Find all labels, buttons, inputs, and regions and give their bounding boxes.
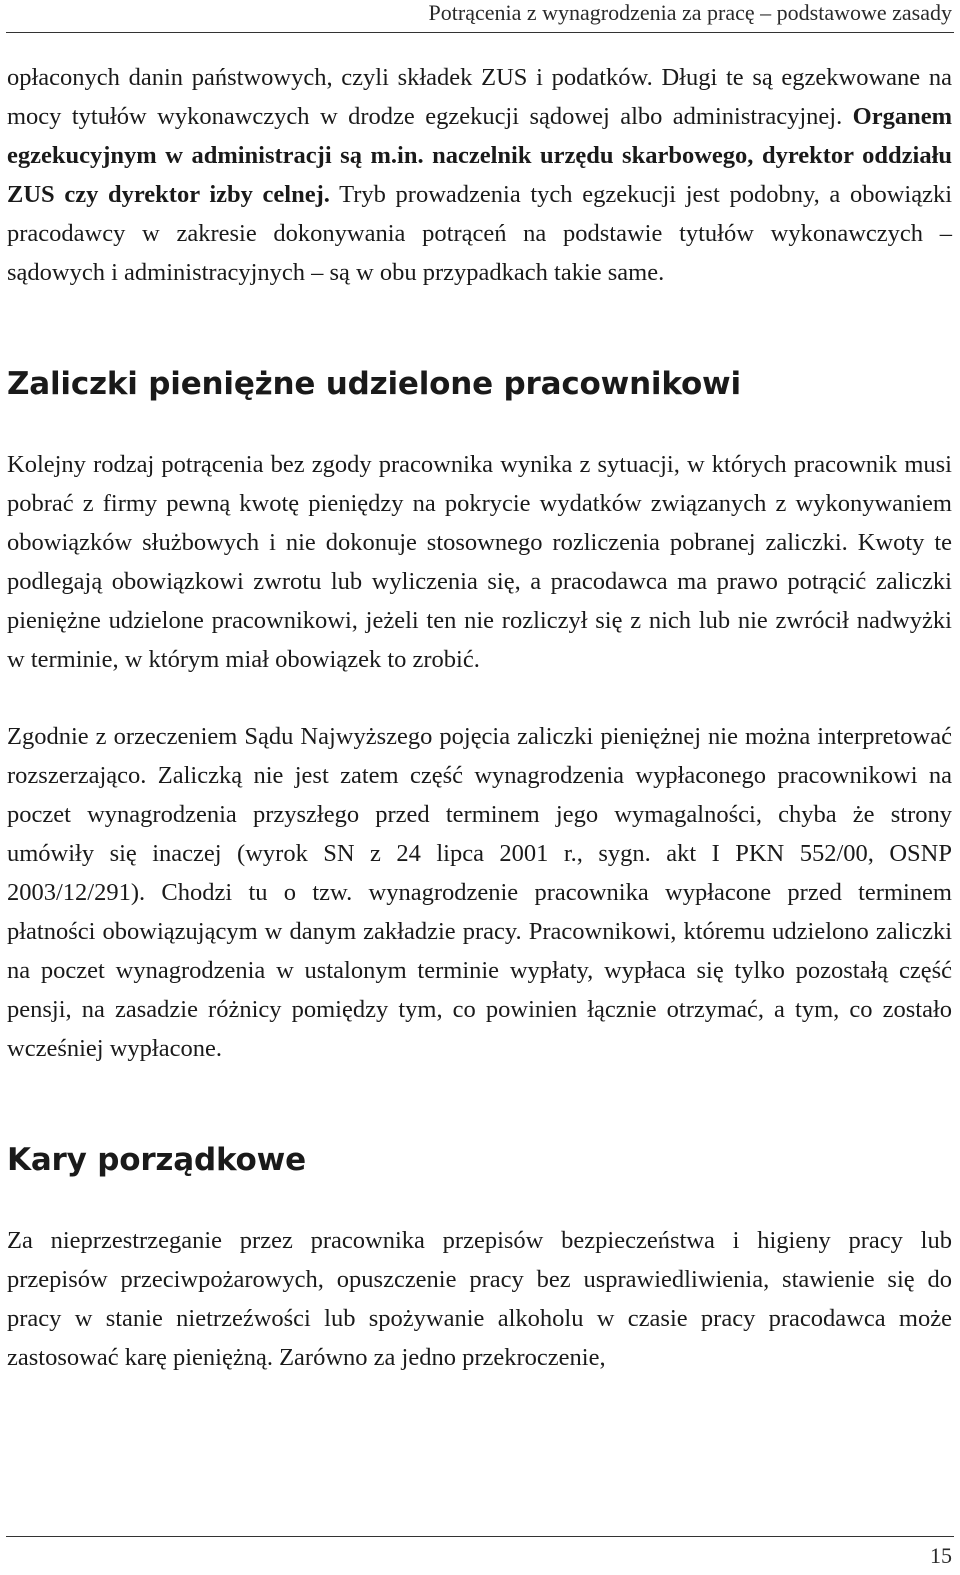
section-heading-advances: Zaliczki pieniężne udzielone pracownikowi [7,366,741,402]
paragraph-penalties: Za nieprzestrzeganie przez pracownika przepisów bezpieczeństwa i higieny pracy lub przepisów przeciwpożarowych, opuszczenie pracy bez usprawiedliwienia, stawienie się do pracy w stanie nietrzeźwości lub spożywanie alkoholu w czasie pracy pracodawca może zastosować karę pieniężną. Zarówno za jedno przekroczenie, [7,1227,952,1371]
section-heading-penalties: Kary porządkowe [7,1142,306,1178]
paragraph-supreme-court-ruling: Zgodnie z orzeczeniem Sądu Najwyższego pojęcia zaliczki pieniężnej nie można interpretować rozszerzająco. Zaliczką nie jest zatem część wynagrodzenia wypłaconego pracownikowi na poczet wynagrodzenia przyszłego przed terminem jego wymagalności, chyba że strony umówiły się inaczej (wyrok SN z 24 lipca 2001 r., sygn. akt I PKN 552/00, OSNP 2003/12/291). Chodzi tu o tzw. wynagrodzenie pracownika wypłacone przed terminem płatności obowiązującym w danym zakładzie pracy. Pracownikowi, któremu udzielono zaliczki na poczet wynagrodzenia w ustalonym terminie wypłaty, wypłaca się tylko pozostałą część pensji, na zasadzie różnicy pomiędzy tym, co powinien łącznie otrzymać, a tym, co zostało wcześniej wypłacone. [7,723,952,1062]
page-number: 15 [930,1543,952,1568]
paragraph-text-start: opłaconych danin państwowych, czyli składek ZUS i podatków. Długi te są egzekwowane na mocy tytułów wykonawczych w drodze egzekucji sądowej albo administracyjnej. [7,64,952,130]
running-header: Potrącenia z wynagrodzenia za pracę – podstawowe zasady [428,0,952,25]
paragraph-text-end: Tryb prowadzenia tych egzekucji jest podobny, a obowiązki pracodawcy w zakresie dokonywania potrąceń na podstawie tytułów wykonawczych – sądowych i administracyjnych – są w obu przypadkach takie same. [7,181,952,286]
page-body [7,58,952,1377]
paragraph-advances-intro: Kolejny rodzaj potrącenia bez zgody pracownika wynika z sytuacji, w których pracownik musi pobrać z firmy pewną kwotę pieniędzy na pokrycie wydatków związanych z wykonywaniem obowiązków służbowych i nie dokonuje stosownego rozliczenia pobranej zaliczki. Kwoty te podlegają obowiązkowi zwrotu lub wyliczenia się, a pracodawca ma prawo potrącić zaliczki pieniężne udzielone pracownikowi, jeżeli ten nie rozliczył się z nich lub nie zwrócił nadwyżki w terminie, w którym miał obowiązek to zrobić. [7,451,952,673]
paragraph-bold-emphasis: Organem egzekucyjnym w administracji są m.in. naczelnik urzędu skarbowego, dyrektor oddziału ZUS czy dyrektor izby celnej. [7,103,952,208]
header-divider [6,32,954,33]
footer-divider [6,1536,954,1537]
paragraph-debts-enforcement [7,58,952,292]
